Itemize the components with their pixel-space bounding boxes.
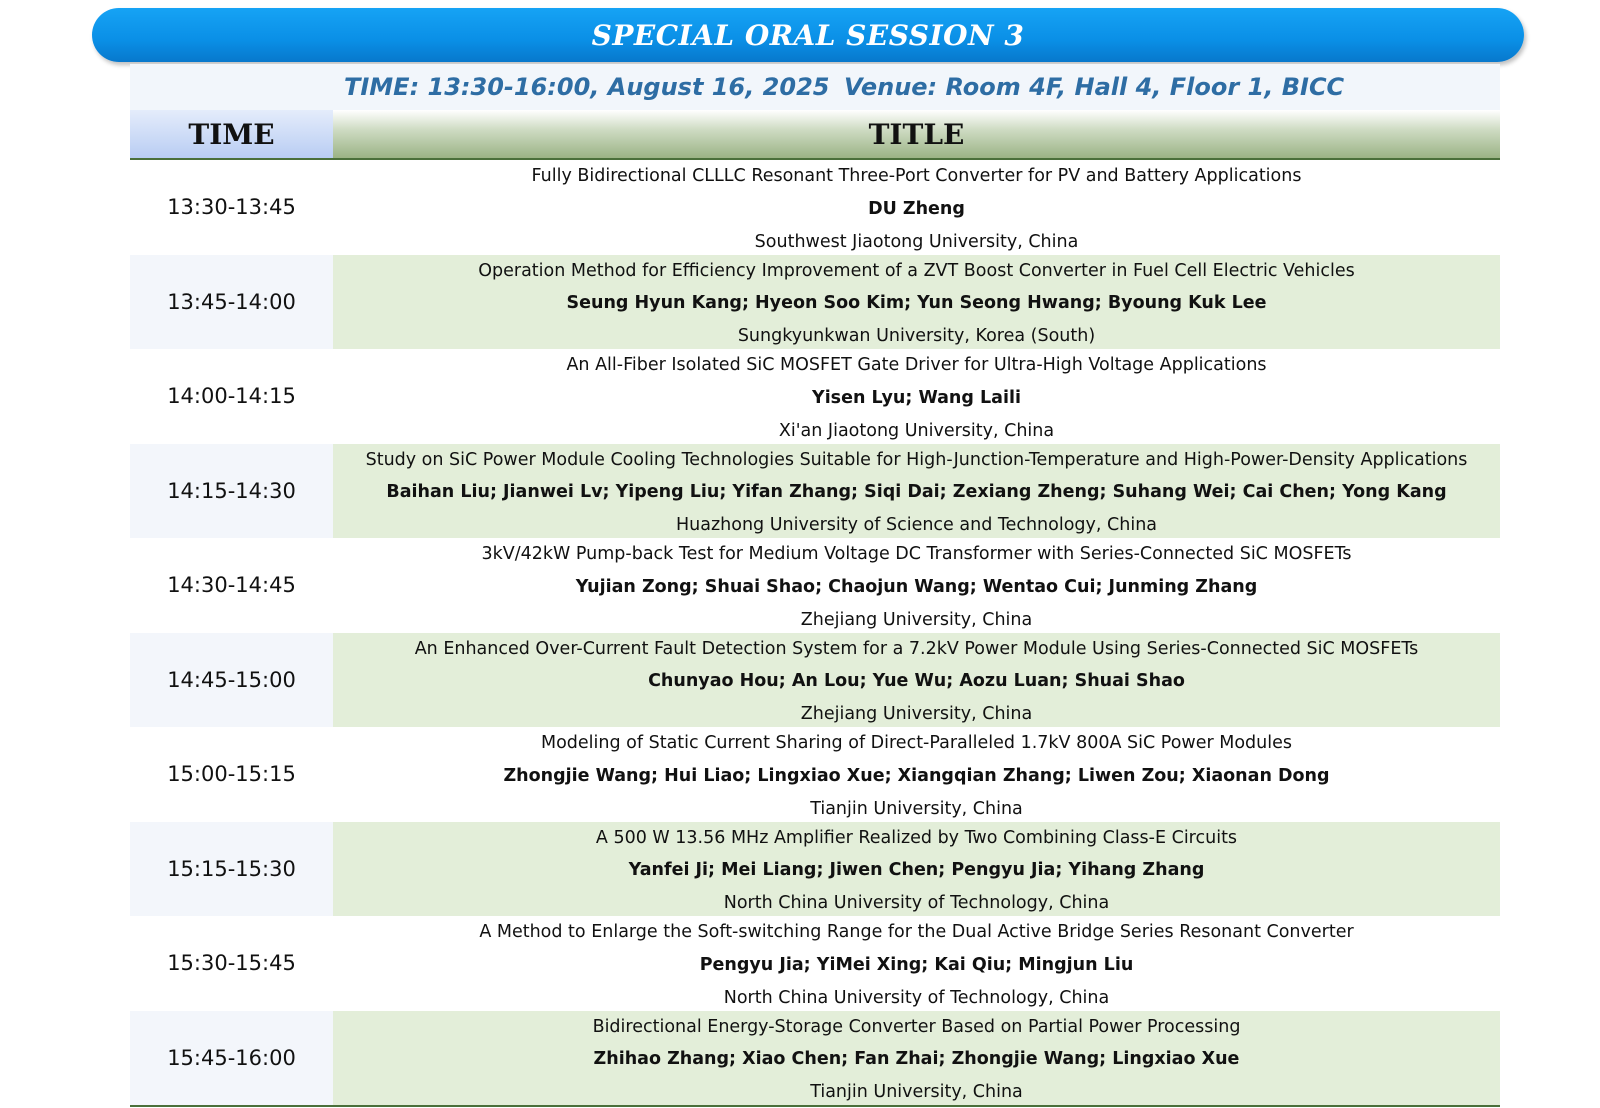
row-paper (333, 444, 1500, 539)
row-paper (333, 349, 1500, 444)
paper-title: An Enhanced Over-Current Fault Detection System for a 7.2kV Power Module Using Series-Connected SiC MOSFETs (414, 638, 1419, 659)
header-title: TITLE (333, 110, 1500, 158)
table-row (130, 916, 1500, 1011)
table-row (130, 727, 1500, 822)
paper-affiliation: Southwest Jiaotong University, China (754, 231, 1079, 252)
paper-title: A Method to Enlarge the Soft-switching Range for the Dual Active Bridge Series Resonant Converter (479, 922, 1354, 942)
table-row (130, 444, 1500, 539)
paper-authors: Seung Hyun Kang; Hyeon Soo Kim; Yun Seong Hwang; Byoung Kuk Lee (566, 293, 1267, 314)
paper-authors: Yujian Zong; Shuai Shao; Chaojun Wang; Wentao Cui; Junming Zhang (575, 576, 1258, 597)
row-time: 14:30-14:45 (130, 538, 333, 633)
paper-affiliation: North China University of Technology, China (723, 987, 1110, 1008)
paper-title: An All-Fiber Isolated SiC MOSFET Gate Driver for Ultra-High Voltage Applications (566, 355, 1267, 375)
schedule-table (130, 110, 1500, 1107)
table-body (130, 160, 1500, 1105)
paper-affiliation: Sungkyunkwan University, Korea (South) (737, 326, 1096, 346)
session-title: SPECIAL ORAL SESSION 3 (591, 18, 1025, 52)
paper-authors: Yanfei Ji; Mei Liang; Jiwen Chen; Pengyu Jia; Yihang Zhang (628, 860, 1205, 881)
paper-affiliation: Huazhong University of Science and Technology, China (675, 515, 1158, 535)
paper-authors: DU Zheng (868, 198, 965, 219)
row-time: 15:45-16:00 (130, 1011, 333, 1106)
row-time: 15:15-15:30 (130, 822, 333, 917)
table-header-row (130, 110, 1500, 160)
paper-authors: Baihan Liu; Jianwei Lv; Yipeng Liu; Yifan Zhang; Siqi Dai; Zexiang Zheng; Suhang Wei; Cai Chen; Yong Kang (386, 482, 1447, 503)
row-time: 13:30-13:45 (130, 160, 333, 255)
paper-title: Study on SiC Power Module Cooling Technologies Suitable for High-Junction-Temperature and High-Power-Density Applications (365, 449, 1468, 470)
paper-title: A 500 W 13.56 MHz Amplifier Realized by Two Combining Class-E Circuits (595, 827, 1238, 848)
paper-title: Fully Bidirectional CLLLC Resonant Three-Port Converter for PV and Battery Applications (531, 166, 1302, 186)
paper-affiliation: Tianjin University, China (810, 1082, 1023, 1102)
table-row (130, 349, 1500, 444)
paper-affiliation: North China University of Technology, China (723, 893, 1110, 913)
paper-title: 3kV/42kW Pump-back Test for Medium Voltage DC Transformer with Series-Connected SiC MOSFETs (481, 544, 1352, 564)
row-paper (333, 822, 1500, 917)
paper-title: Bidirectional Energy-Storage Converter Based on Partial Power Processing (592, 1016, 1241, 1037)
row-paper (333, 633, 1500, 728)
row-time: 14:15-14:30 (130, 444, 333, 539)
paper-affiliation: Zhejiang University, China (800, 704, 1033, 724)
paper-title: Modeling of Static Current Sharing of Direct-Paralleled 1.7kV 800A SiC Power Modules (541, 733, 1292, 753)
session-time: TIME: 13:30-16:00, August 16, 2025 (344, 73, 830, 101)
table-row (130, 1011, 1500, 1106)
paper-affiliation: Xi'an Jiaotong University, China (778, 420, 1055, 441)
row-time: 13:45-14:00 (130, 255, 333, 350)
row-time: 15:00-15:15 (130, 727, 333, 822)
row-time: 14:45-15:00 (130, 633, 333, 728)
session-banner (92, 8, 1524, 62)
row-time: 15:30-15:45 (130, 916, 333, 1011)
paper-authors: Yisen Lyu; Wang Laili (812, 387, 1021, 408)
paper-authors: Zhongjie Wang; Hui Liao; Lingxiao Xue; Xiangqian Zhang; Liwen Zou; Xiaonan Dong (503, 765, 1330, 786)
table-row (130, 822, 1500, 917)
paper-affiliation: Tianjin University, China (810, 798, 1023, 819)
row-paper (333, 255, 1500, 350)
paper-affiliation: Zhejiang University, China (800, 609, 1033, 630)
row-paper (333, 160, 1500, 255)
row-paper (333, 727, 1500, 822)
table-bottom-rule (130, 1105, 1500, 1107)
row-time: 14:00-14:15 (130, 349, 333, 444)
paper-authors: Zhihao Zhang; Xiao Chen; Fan Zhai; Zhongjie Wang; Lingxiao Xue (593, 1049, 1240, 1070)
row-paper (333, 1011, 1500, 1106)
paper-authors: Pengyu Jia; YiMei Xing; Kai Qiu; Mingjun Liu (699, 954, 1134, 975)
table-row (130, 538, 1500, 633)
table-row (130, 160, 1500, 255)
paper-title: Operation Method for Efficiency Improvement of a ZVT Boost Converter in Fuel Cell Electric Vehicles (478, 260, 1355, 281)
header-time: TIME (130, 110, 333, 158)
session-venue: Venue: Room 4F, Hall 4, Floor 1, BICC (844, 73, 1345, 101)
table-row (130, 633, 1500, 728)
paper-authors: Chunyao Hou; An Lou; Yue Wu; Aozu Luan; Shuai Shao (648, 671, 1185, 692)
table-row (130, 255, 1500, 350)
row-paper (333, 916, 1500, 1011)
session-info-bar (130, 64, 1500, 112)
row-paper (333, 538, 1500, 633)
